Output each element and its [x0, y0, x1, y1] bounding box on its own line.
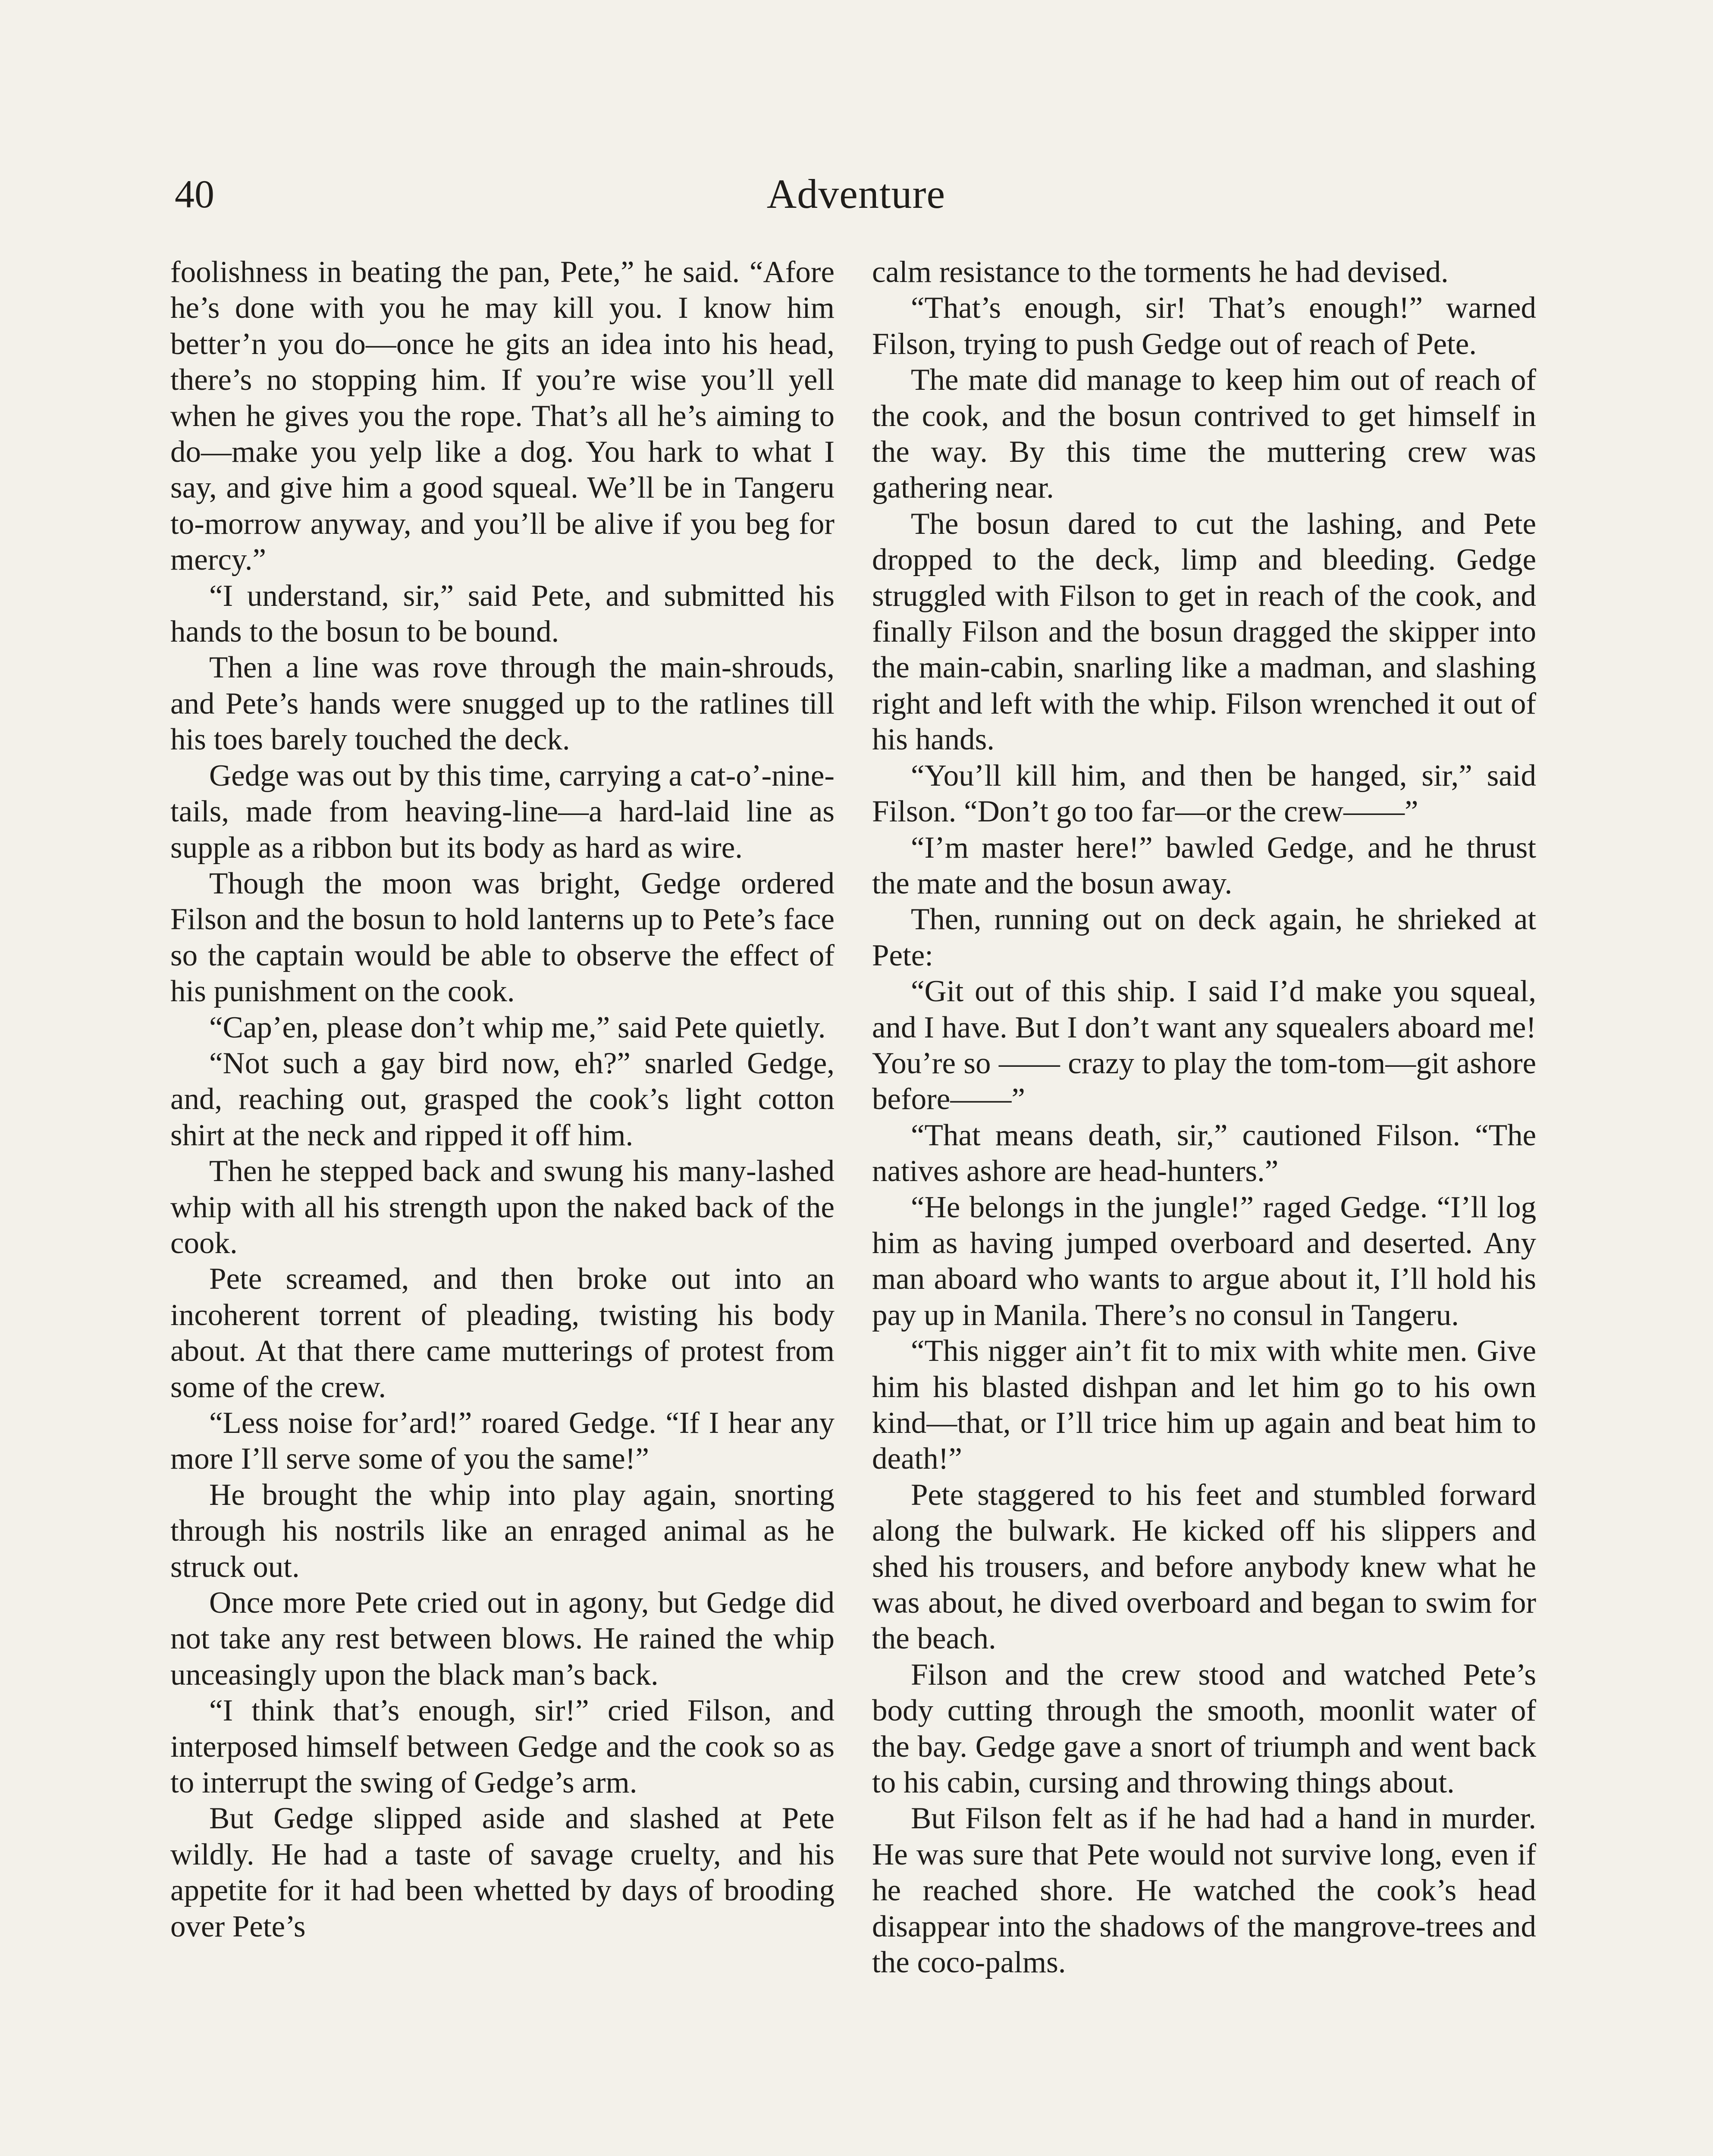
paragraph: The bosun dared to cut the lashing, and Pete dropped to the deck, limp and bleeding. Gedge struggled with Filson to get in reach of the cook, and finally Filson and the bosun dragged the skipper into the main-cabin, snarling like a madman, and slashing right and left with the whip. Filson wrenched it out of his hands.: [872, 507, 1536, 757]
paragraph: “Not such a gay bird now, eh?” snarled Gedge, and, reaching out, grasped the cook’s light cotton shirt at the neck and ripped it off him.: [170, 1046, 835, 1152]
paragraph: “Less noise for’ard!” roared Gedge. “If I hear any more I’ll serve some of you the same!”: [170, 1406, 835, 1476]
paragraph: Though the moon was bright, Gedge ordered Filson and the bosun to hold lanterns up to Pete’s face so the captain would be able to observe the effect of his punishment on the cook.: [170, 866, 835, 1009]
right-column: [872, 254, 1536, 1981]
paragraph: “He belongs in the jungle!” raged Gedge. “I’ll log him as having jumped overboard and deserted. Any man aboard who wants to argue about it, I’ll hold his pay up in Manila. There’s no consul in Tangeru.: [872, 1190, 1536, 1332]
paragraph: “That’s enough, sir! That’s enough!” warned Filson, trying to push Gedge out of reach of Pete.: [872, 291, 1536, 361]
paragraph: “I understand, sir,” said Pete, and submitted his hands to the bosun to be bound.: [170, 579, 835, 649]
paragraph: “Cap’en, please don’t whip me,” said Pete quietly.: [209, 1010, 826, 1044]
paragraph: Then he stepped back and swung his many-lashed whip with all his strength upon the naked back of the cook.: [170, 1154, 835, 1260]
paragraph: “Git out of this ship. I said I’d make you squeal, and I have. But I don’t want any squealers aboard me! You’re so —— crazy to play the tom-tom—git ashore before——”: [872, 975, 1536, 1116]
paragraph: Then, running out on deck again, he shrieked at Pete:: [872, 903, 1536, 972]
paragraph: calm resistance to the torments he had devised.: [872, 255, 1449, 289]
paragraph: Pete staggered to his feet and stumbled forward along the bulwark. He kicked off his slippers and shed his trousers, and before anybody knew what he was about, he dived overboard and began to swim for the beach.: [872, 1478, 1536, 1656]
paragraph: But Filson felt as if he had had a hand in murder. He was sure that Pete would not survive long, even if he reached shore. He watched the cook’s head disappear into the shadows of the mangrove-trees and the coco-palms.: [872, 1802, 1536, 1980]
paragraph: Then a line was rove through the main-shrouds, and Pete’s hands were snugged up to the ratlines till his toes barely touched the deck.: [170, 651, 835, 757]
paragraph: “I think that’s enough, sir!” cried Filson, and interposed himself between Gedge and the cook so as to interrupt the swing of Gedge’s arm.: [170, 1694, 835, 1800]
paragraph: “That means death, sir,” cautioned Filson. “The natives ashore are head-hunters.”: [872, 1118, 1536, 1188]
page-header: [170, 168, 1542, 229]
paragraph: But Gedge slipped aside and slashed at Pete wildly. He had a taste of savage cruelty, and his appetite for it had been whetted by days of brooding over Pete’s: [170, 1802, 835, 1943]
left-column: [170, 254, 835, 1945]
paragraph: “You’ll kill him, and then be hanged, sir,” said Filson. “Don’t go too far—or the crew——”: [872, 758, 1536, 829]
paragraph: Gedge was out by this time, carrying a cat-o’-nine-tails, made from heaving-line—a hard-laid line as supple as a ribbon but its body as hard as wire.: [170, 758, 835, 865]
paragraph: “I’m master here!” bawled Gedge, and he thrust the mate and the bosun away.: [872, 830, 1536, 900]
running-title: Adventure: [766, 171, 946, 217]
page-number: 40: [175, 172, 214, 216]
paragraph: “This nigger ain’t fit to mix with white men. Give him his blasted dishpan and let him go to his own kind—that, or I’ll trice him up again and beat him to death!”: [872, 1334, 1536, 1476]
paragraph: Pete screamed, and then broke out into an incoherent torrent of pleading, twisting his body about. At that there came mutterings of protest from some of the crew.: [170, 1262, 835, 1404]
paragraph: foolishness in beating the pan, Pete,” he said. “Afore he’s done with you he may kill you. I know him better’n you do—once he gits an idea into his head, there’s no stopping him. If you’re wise you’ll yell when he gives you the rope. That’s all he’s aiming to do—make you yelp like a dog. You hark to what I say, and give him a good squeal. We’ll be in Tangeru to-morrow anyway, and you’ll be alive if you beg for mercy.”: [170, 255, 835, 577]
paragraph: The mate did manage to keep him out of reach of the cook, and the bosun contrived to get himself in the way. By this time the muttering crew was gathering near.: [872, 363, 1536, 505]
paragraph: He brought the whip into play again, snorting through his nostrils like an enraged animal as he struck out.: [170, 1478, 835, 1584]
paragraph: Filson and the crew stood and watched Pete’s body cutting through the smooth, moonlit water of the bay. Gedge gave a snort of triumph and went back to his cabin, cursing and throwing things about.: [872, 1658, 1536, 1800]
paragraph: Once more Pete cried out in agony, but Gedge did not take any rest between blows. He rained the whip unceasingly upon the black man’s back.: [170, 1586, 835, 1692]
